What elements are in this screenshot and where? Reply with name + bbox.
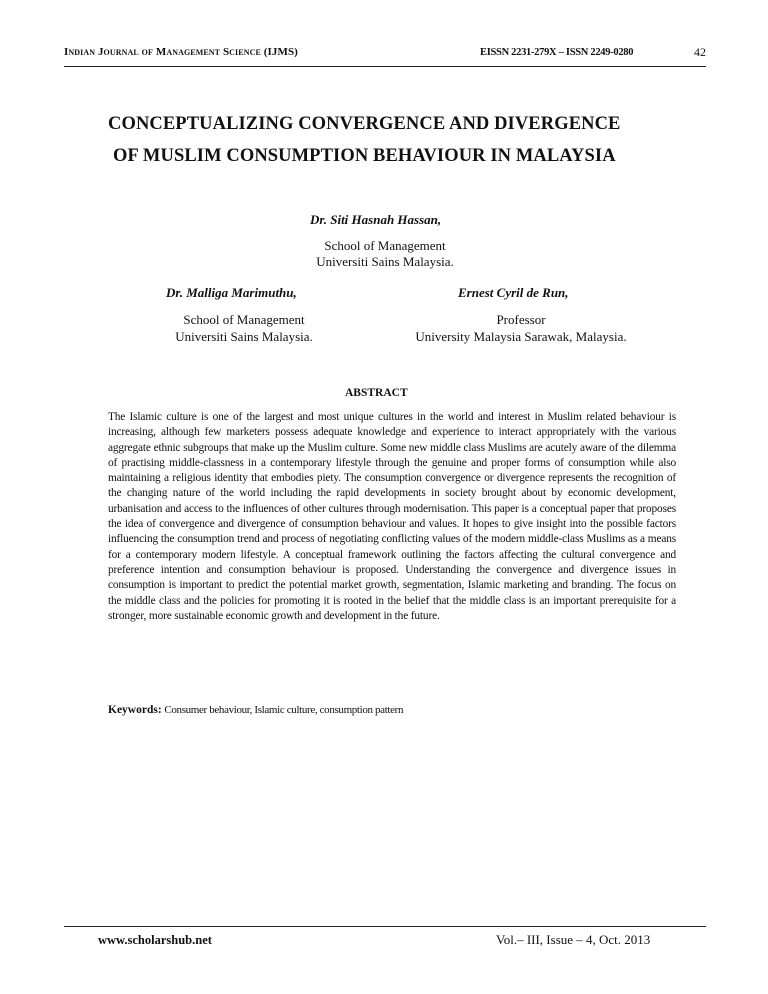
paper-title-line-2: OF MUSLIM CONSUMPTION BEHAVIOUR IN MALAYSIA [113, 146, 616, 166]
keywords-label: Keywords: [108, 704, 162, 716]
author-1-affiliation-line-1: School of Management [324, 238, 446, 253]
page-number: 42 [694, 45, 706, 59]
author-3-affiliation-line-1: Professor [496, 312, 546, 327]
abstract-heading: ABSTRACT [345, 387, 408, 399]
keywords-line [108, 704, 403, 716]
author-1-affiliation-line-2: Universiti Sains Malaysia. [316, 254, 454, 269]
author-2-affiliation-line-1: School of Management [183, 312, 305, 327]
journal-name: Indian Journal of Management Science (IJMS) [64, 46, 298, 58]
running-header [64, 42, 706, 67]
author-3-name: Ernest Cyril de Run, [458, 285, 569, 300]
footer-volume: Vol.– III, Issue – 4, Oct. 2013 [496, 932, 651, 947]
keywords-text: Consumer behaviour, Islamic culture, consumption pattern [164, 704, 404, 716]
author-2-name: Dr. Malliga Marimuthu, [166, 285, 297, 300]
author-1-name: Dr. Siti Hasnah Hassan, [310, 212, 442, 227]
footer-website: www.scholarshub.net [98, 933, 212, 947]
paper-title-line-1: CONCEPTUALIZING CONVERGENCE AND DIVERGENCE [108, 114, 621, 134]
abstract-body: The Islamic culture is one of the largest and most unique cultures in the world and interest in Muslim related behaviour is increasing, although few marketers possess adequate knowledge and experience to interact appropriately with the various aggregate ethnic subgroups that make up the Muslim culture. Some new middle class Muslims are acutely aware of the dilemma of practising middle-classness in a contemporary lifestyle through the genuine and proper forms of consumption while also maintaining a religious identity that embodies piety. The consumption convergence or divergence represents the recognition of the changing nature of the world including the rapid developments in society brought about by economic development, urbanisation and access to the influences of other cultures through modernisation. This paper is a conceptual paper that proposes the idea of convergence and divergence of consumption behaviour and values. It hopes to give insight into the possible factors influencing the consumption trend and process of negotiating conflicting values of the modern middle-class Muslims as a means for a contemporary modern lifestyle. A conceptual framework outlining the factors affecting the cultural convergence and preference intention and consumption behaviour is proposed. Understanding the convergence and divergence issues in consumption is important to predict the potential market growth, segmentation, Islamic marketing and branding. The focus on the middle class and the policies for promoting it is rooted in the belief that the middle class is an important prerequisite for a stronger, more sustainable economic growth and development in the future. [108, 411, 676, 622]
author-2-affiliation-line-2: Universiti Sains Malaysia. [175, 329, 313, 344]
author-3-affiliation-line-2: University Malaysia Sarawak, Malaysia. [415, 329, 627, 344]
running-footer [64, 926, 706, 947]
issn-number: EISSN 2231-279X – ISSN 2249-0280 [480, 47, 634, 58]
